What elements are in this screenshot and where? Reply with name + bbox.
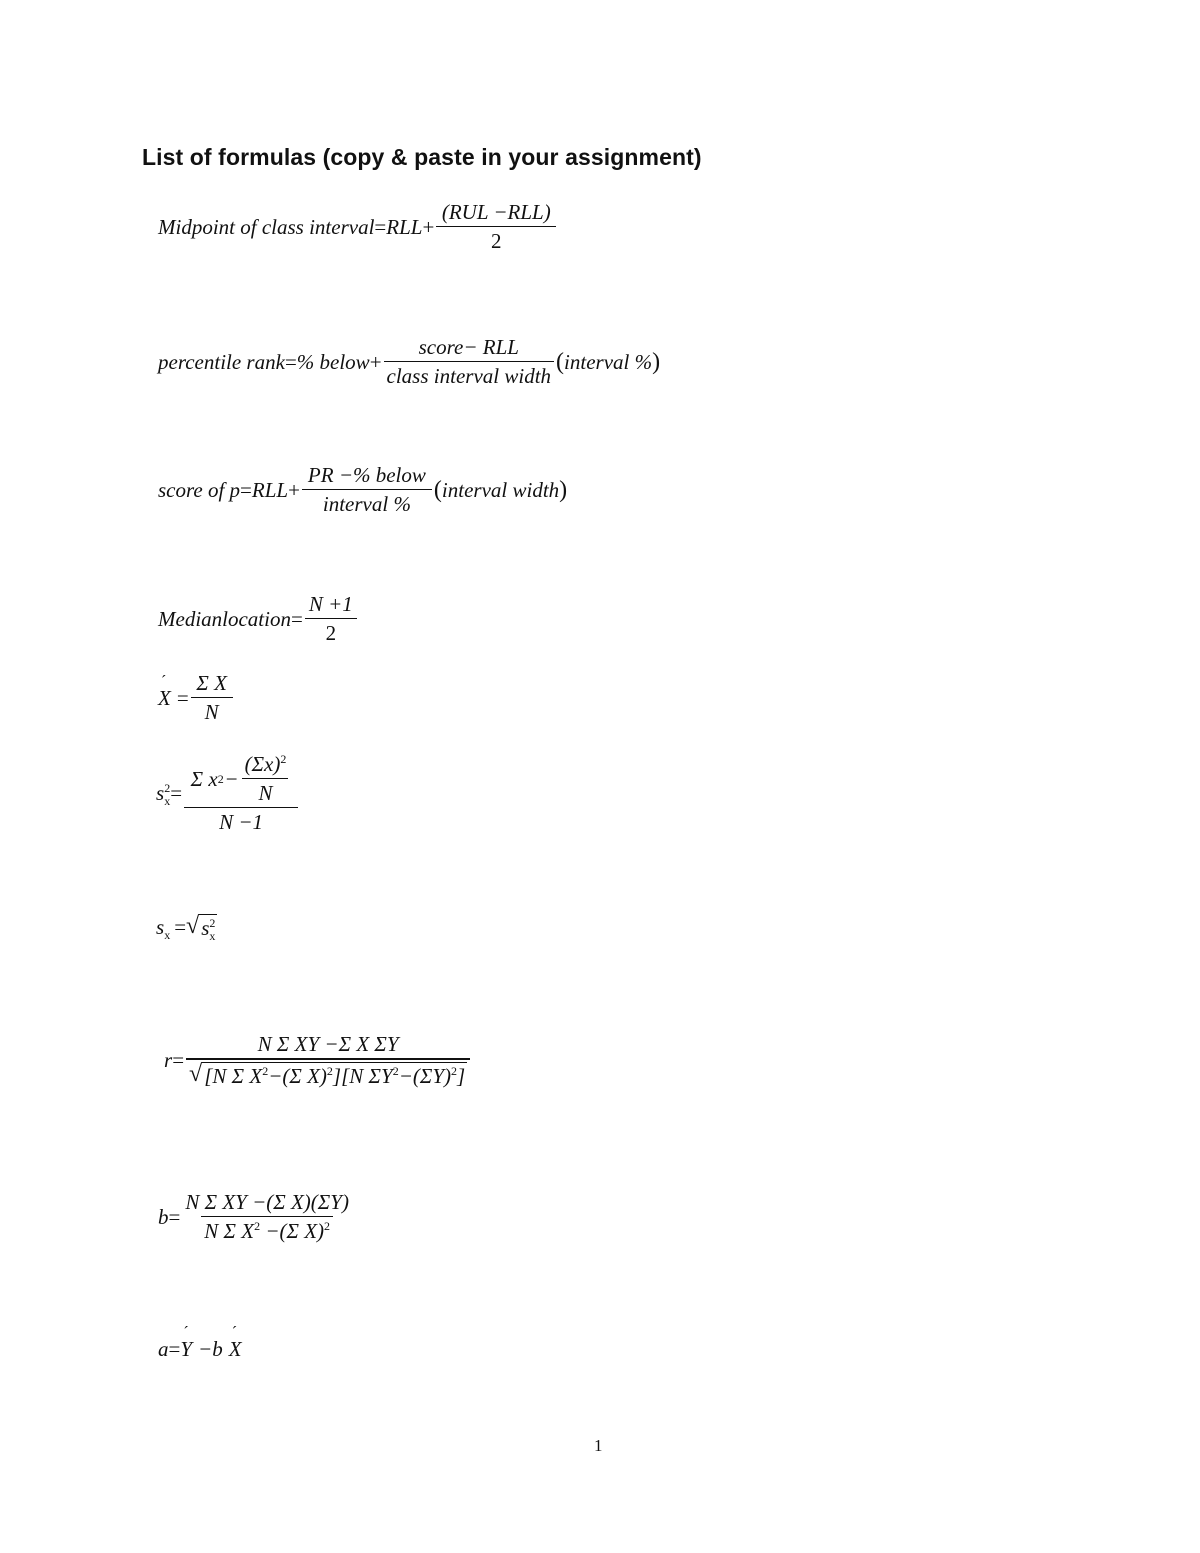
sqrt-icon: √ <box>186 913 200 939</box>
inner-denominator: N <box>242 778 288 806</box>
equals-sign: = <box>172 1048 185 1073</box>
equals-sign: = <box>168 1337 181 1361</box>
equals-sign: = <box>168 1204 181 1229</box>
formula-intercept <box>158 1337 242 1362</box>
equals-sign: = <box>374 214 387 239</box>
formula-factor: interval width <box>441 477 560 502</box>
fraction-numerator: Σ x 2 − $\frac{(\Sigma x)^2}{N}$ <box>188 752 295 807</box>
formula-lhs: score of p <box>158 477 241 502</box>
denominator-sup: 2 <box>254 1219 261 1234</box>
fraction-denominator: 2 <box>436 226 556 254</box>
radicand-sup: 2 <box>209 916 216 930</box>
radicand-part: −(ΣY) <box>398 1064 452 1089</box>
radicand-part: ][N ΣY <box>332 1064 393 1089</box>
page-number: 1 <box>594 1436 603 1455</box>
x-bar-symbol: ´ X <box>229 1337 242 1362</box>
fraction-denominator: N −1 <box>184 807 298 835</box>
variance-sub: x <box>164 794 171 809</box>
page-title: List of formulas (copy & paste in your assignment) <box>142 144 702 170</box>
formula-lhs: b <box>158 1204 169 1229</box>
formula-term: % below <box>296 349 370 374</box>
denominator-part: N Σ X <box>204 1219 255 1244</box>
equals-sign: = <box>174 915 187 940</box>
square-root <box>189 1062 467 1089</box>
formula-lhs: Midpoint of class interval <box>158 214 375 239</box>
sqrt-icon: √ <box>189 1061 203 1088</box>
fraction-numerator: N Σ XY −Σ X ΣY <box>257 1032 399 1056</box>
fraction-numerator: N +1 <box>308 592 353 616</box>
fraction <box>184 752 298 836</box>
formula-variance <box>156 752 300 836</box>
fraction-denominator: interval % <box>302 489 432 517</box>
fraction <box>384 335 555 389</box>
fraction <box>186 1032 470 1089</box>
std-dev-symbol <box>156 915 171 943</box>
plus-sign: + <box>288 477 300 502</box>
formula-midpoint <box>158 200 558 254</box>
radicand-sup: 2 <box>451 1064 458 1079</box>
fraction-numerator: N Σ XY −(Σ X)(ΣY) <box>185 1190 349 1214</box>
formula-median-location <box>158 592 359 646</box>
radicand-part: [N Σ X <box>204 1064 263 1089</box>
left-paren: ( <box>556 348 565 375</box>
radicand <box>202 1062 467 1089</box>
formula-lhs: r <box>164 1048 173 1073</box>
radicand-sup: 2 <box>326 1064 333 1079</box>
sum-x: Σ x <box>190 766 218 791</box>
formula-score-of-p <box>158 463 567 517</box>
fraction-numerator: Σ X <box>196 671 227 695</box>
left-paren: ( <box>433 476 442 503</box>
right-paren: ) <box>559 476 568 503</box>
fraction <box>182 1190 352 1244</box>
fraction-numerator: PR −% below <box>307 463 426 487</box>
radicand-sub: x <box>209 929 216 944</box>
right-paren: ) <box>652 348 661 375</box>
equals-sign: = <box>240 477 252 502</box>
formula-term: RLL <box>251 477 289 502</box>
denominator-part: −(Σ X) <box>260 1219 325 1244</box>
fraction-numerator: score− RLL <box>418 335 519 359</box>
radicand-part: ] <box>457 1064 466 1089</box>
fraction-denominator: 2 <box>305 618 357 646</box>
formula-std-dev <box>156 913 217 944</box>
fraction <box>302 463 432 517</box>
inner-numerator <box>242 752 290 778</box>
formula-percentile-rank <box>158 335 660 389</box>
variance-s: s <box>156 781 165 806</box>
square-root <box>186 913 217 944</box>
equals-sign: = <box>290 606 303 631</box>
equals-sign: = <box>284 349 297 374</box>
equals-sign: = <box>170 781 183 806</box>
x-bar-symbol: ´ X <box>158 686 171 711</box>
plus-sign: + <box>422 214 435 239</box>
fraction-denominator: class interval width <box>384 361 555 389</box>
minus-b: −b <box>198 1337 223 1361</box>
equals-sign: = <box>176 685 189 710</box>
formula-lhs: a <box>158 1337 169 1361</box>
radicand <box>199 914 217 944</box>
formula-slope <box>158 1190 354 1244</box>
radicand-sup: 2 <box>262 1064 269 1079</box>
minus-sign: − <box>225 766 238 791</box>
radicand-sup: 2 <box>392 1064 399 1079</box>
y-bar-symbol: ´ Y <box>180 1337 192 1362</box>
fraction <box>436 200 556 254</box>
formula-term: RLL <box>386 214 423 239</box>
std-dev-sub: x <box>164 928 171 943</box>
radicand-part: −(Σ X) <box>268 1064 327 1089</box>
fraction-numerator: (RUL −RLL) <box>441 200 551 224</box>
plus-sign: + <box>369 349 382 374</box>
formula-lhs: Medianlocation <box>158 606 291 631</box>
formula-mean <box>158 671 235 725</box>
fraction <box>305 592 357 646</box>
formula-correlation <box>164 1032 472 1089</box>
inner-fraction <box>242 752 290 806</box>
inner-numerator-text: (Σx) <box>244 752 281 776</box>
fraction-denominator: N <box>191 697 233 725</box>
denominator-sup: 2 <box>324 1219 331 1234</box>
inner-numerator-sup: 2 <box>280 752 287 766</box>
variance-symbol <box>156 781 171 809</box>
std-dev-s: s <box>156 915 165 940</box>
formula-lhs: percentile rank <box>158 349 285 374</box>
fraction-denominator <box>186 1058 470 1089</box>
fraction <box>191 671 233 725</box>
formula-factor: interval % <box>564 349 653 374</box>
radicand-s: s <box>201 916 210 940</box>
variance-sup: 2 <box>164 781 171 796</box>
fraction-denominator <box>201 1216 333 1244</box>
